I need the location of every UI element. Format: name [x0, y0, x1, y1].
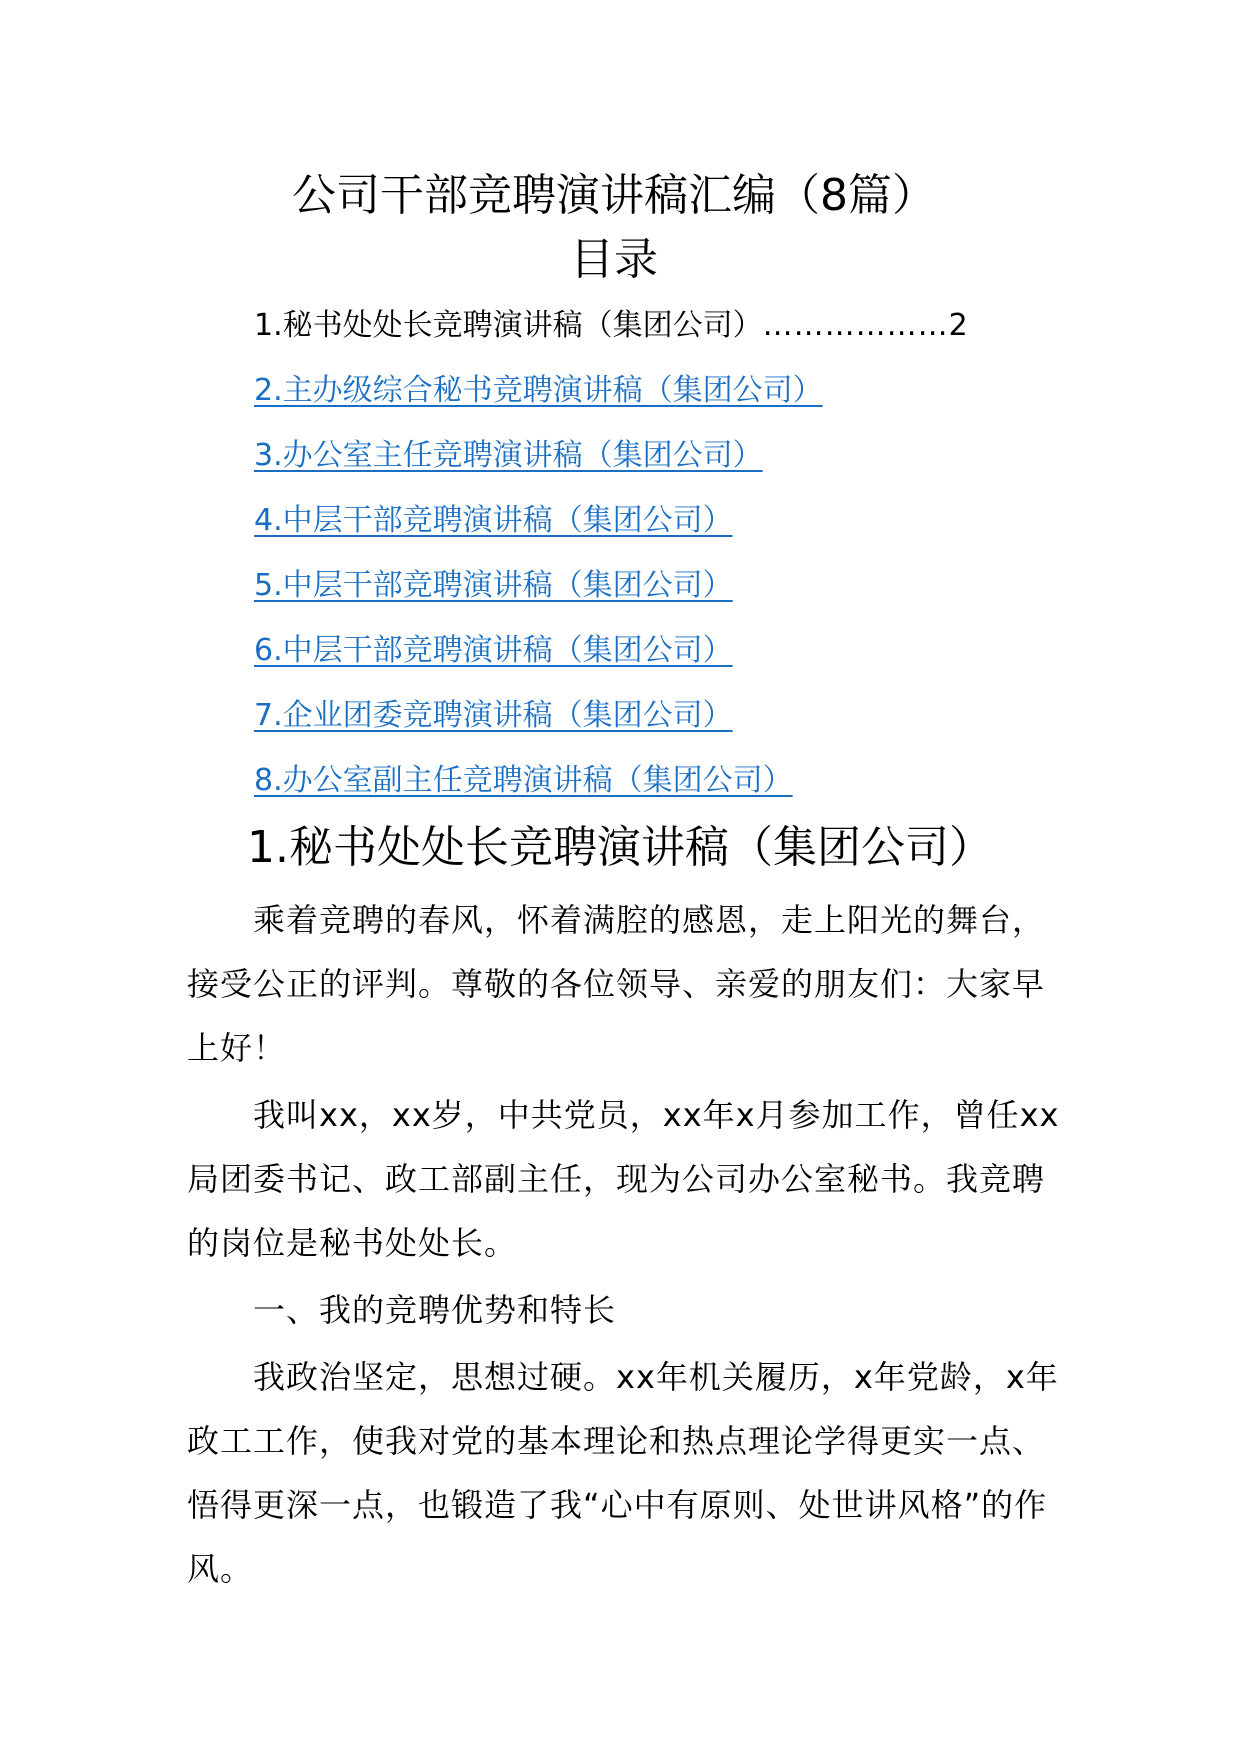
- paragraph-subheading: 一、我的竞聘优势和特长: [253, 1291, 617, 1329]
- section-body: [187, 888, 1067, 1601]
- toc-page-number: 2: [948, 308, 968, 343]
- toc-link-3[interactable]: 3.办公室主任竞聘演讲稿（集团公司）: [254, 438, 763, 473]
- toc-item-2[interactable]: [254, 373, 1054, 438]
- toc-item-4[interactable]: [254, 503, 1054, 568]
- paragraph-introduction: 我叫xx，xx岁，中共党员，xx年x月参加工作，曾任xx局团委书记、政工部副主任，现为公司办公室秘书。我竞聘的岗位是秘书处处长。: [187, 1096, 1060, 1262]
- document-title: 公司干部竞聘演讲稿汇编（8篇）: [292, 170, 936, 221]
- toc-item-5[interactable]: [254, 568, 1054, 633]
- toc-heading: 目录: [570, 234, 658, 285]
- toc-link-2[interactable]: 2.主办级综合秘书竞聘演讲稿（集团公司）: [254, 373, 823, 408]
- toc-link-5[interactable]: 5.中层干部竞聘演讲稿（集团公司）: [254, 568, 733, 603]
- toc-link-6[interactable]: 6.中层干部竞聘演讲稿（集团公司）: [254, 633, 733, 668]
- toc-leader-dots: ………………: [762, 308, 949, 343]
- toc-item-3[interactable]: [254, 438, 1054, 503]
- toc-link-7[interactable]: 7.企业团委竞聘演讲稿（集团公司）: [254, 698, 733, 733]
- table-of-contents: [254, 308, 1054, 828]
- toc-item-label[interactable]: 1.秘书处处长竞聘演讲稿（集团公司）: [254, 308, 763, 343]
- toc-item-7[interactable]: [254, 698, 1054, 763]
- toc-item-6[interactable]: [254, 633, 1054, 698]
- section-title: 1.秘书处处长竞聘演讲稿（集团公司）: [247, 822, 993, 873]
- toc-item-1[interactable]: [254, 308, 1054, 373]
- toc-item-8[interactable]: [254, 763, 1054, 828]
- paragraph-political: 我政治坚定，思想过硬。xx年机关履历，x年党龄，x年政工工作，使我对党的基本理论和热点理论学得更实一点、悟得更深一点，也锻造了我“心中有原则、处世讲风格”的作风。: [187, 1358, 1059, 1588]
- paragraph-greeting: 乘着竞聘的春风，怀着满腔的感恩，走上阳光的舞台，接受公正的评判。尊敬的各位领导、亲爱的朋友们：大家早上好！: [187, 901, 1046, 1067]
- toc-link-8[interactable]: 8.办公室副主任竞聘演讲稿（集团公司）: [254, 763, 793, 798]
- toc-link-4[interactable]: 4.中层干部竞聘演讲稿（集团公司）: [254, 503, 733, 538]
